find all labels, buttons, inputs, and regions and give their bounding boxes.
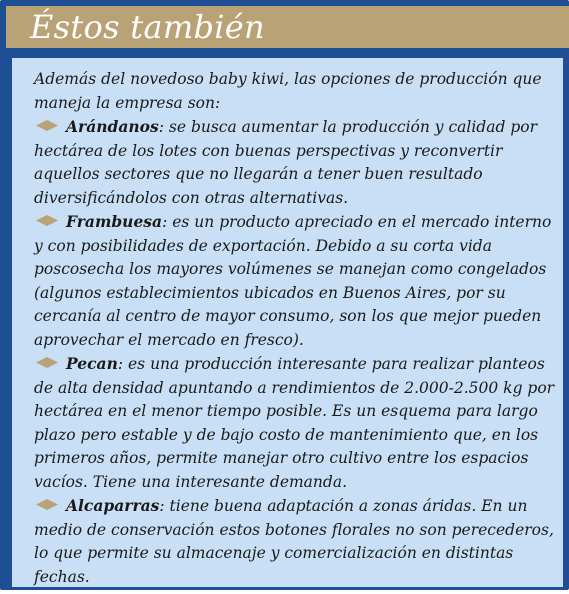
intro-paragraph: Además del novedoso baby kiwi, las opciones de producción que maneja la empresa son: — [34, 70, 542, 112]
item-term: Arándanos — [66, 117, 159, 136]
item-text: : es una producción interesante para realizar planteos de alta densidad apuntando a rendimientos de 2.000-2.500 kg por hectárea en el menor tiempo posible. Es un esquema para largo plazo pero estable y de bajo costo de mantenimiento que, en los primeros años, permite manejar otro cultivo entre los espacios vacíos. Tiene una interesante demanda. — [34, 355, 555, 491]
diamond-bullet-icon — [36, 120, 58, 131]
diamond-bullet-icon — [36, 357, 58, 368]
item-text: : es un producto apreciado en el mercado interno y con posibilidades de exportación. Debido a su corta vida poscosecha los mayores volúmenes se manejan como congelados (algunos establecimientos ubicados en Buenos Aires, por su cercanía al centro de mayor consumo, son los que mejor pueden aprovechar el mercado en fresco). — [34, 213, 552, 349]
box-content — [12, 58, 563, 587]
item-term: Alcaparras — [66, 496, 160, 515]
list-item-arandanos — [34, 115, 555, 210]
item-text: : se busca aumentar la producción y calidad por hectárea de los lotes con buenas perspectivas y reconvertir aquellos sectores que no llegarán a tener buen resultado diversificándolos con otras alternativas. — [34, 118, 537, 207]
list-item-alcaparras — [34, 494, 555, 589]
item-term: Frambuesa — [66, 212, 163, 231]
box-title: Éstos también — [30, 8, 265, 46]
item-term: Pecan — [66, 354, 118, 373]
diamond-bullet-icon — [36, 499, 58, 510]
list-item-pecan — [34, 352, 555, 494]
diamond-bullet-icon — [36, 215, 58, 226]
item-text: : tiene buena adaptación a zonas áridas. En un medio de conservación estos botones florales no son perecederos, lo que permite su almacenaje y comercialización en distintas fechas. — [34, 497, 554, 586]
box-header — [6, 6, 569, 48]
list-item-frambuesa — [34, 210, 555, 352]
